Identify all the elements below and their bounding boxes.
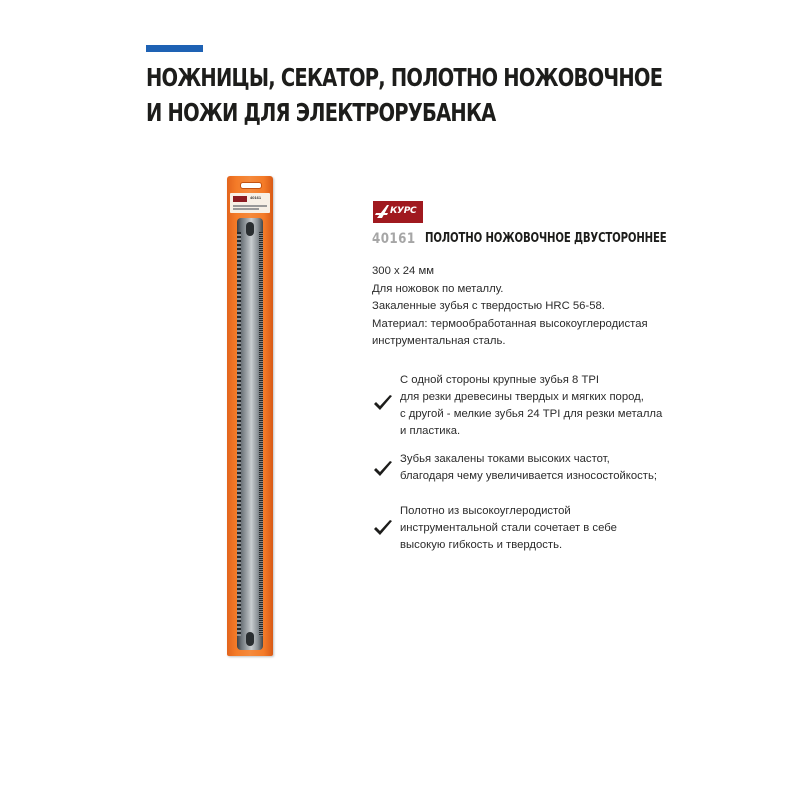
brand-logo (373, 201, 423, 223)
package-label-text (233, 205, 267, 207)
saw-blade (237, 218, 263, 650)
feature-text-line: Зубья закалены токами высоких частот, (400, 453, 610, 465)
description-line: 300 x 24 мм (372, 265, 435, 277)
description-line: Закаленные зубья с твердостью HRC 56-58. (372, 300, 605, 312)
package-label (230, 193, 270, 213)
blade-mounting-slot-bottom (246, 632, 254, 646)
feature-text-line: Полотно из высокоуглеродистой (400, 505, 571, 517)
feature-text-line: и пластика. (400, 425, 461, 437)
feature-text-line: благодаря чему увеличивается износостойкость; (400, 470, 657, 482)
title-accent-bar (146, 45, 203, 52)
description-line: Материал: термообработанная высокоуглеродистая (372, 317, 648, 330)
product-package-image (227, 176, 273, 656)
product-name: ПОЛОТНО НОЖОВОЧНОЕ ДВУСТОРОННЕЕ (425, 231, 667, 246)
package-hang-hole (240, 182, 262, 189)
package-brand-logo (233, 196, 247, 202)
checkmark-icon (372, 517, 394, 539)
page-title-line-2: И НОЖИ ДЛЯ ЭЛЕКТРОРУБАНКА (146, 98, 496, 127)
package-label-text (233, 208, 259, 210)
description-line: инструментальная сталь. (372, 335, 506, 347)
product-description (372, 263, 672, 351)
fine-teeth (259, 232, 263, 636)
checkmark-icon (372, 458, 394, 480)
page-title (146, 60, 662, 130)
brand-name: КУРС (390, 206, 417, 216)
feature-text-line: С одной стороны крупные зубья 8 TPI (400, 374, 600, 386)
feature-text-line: с другой - мелкие зубья 24 TPI для резки металла (400, 408, 663, 420)
article-number: 40161 (372, 231, 416, 247)
feature-text-line: для резки древесины твердых и мягких пород, (400, 391, 644, 403)
checkmark-icon (372, 392, 394, 414)
package-article-code: 40161 (250, 195, 262, 200)
coarse-teeth (237, 232, 241, 636)
feature-text-line: высокую гибкость и твердость. (400, 539, 563, 551)
page-title-line-1: НОЖНИЦЫ, СЕКАТОР, ПОЛОТНО НОЖОВОЧНОЕ (146, 63, 663, 92)
product-heading (372, 230, 667, 248)
blade-mounting-slot-top (246, 222, 254, 236)
feature-text-line: инструментальной стали сочетает в себе (400, 522, 617, 534)
description-line: Для ножовок по металлу. (372, 282, 504, 295)
